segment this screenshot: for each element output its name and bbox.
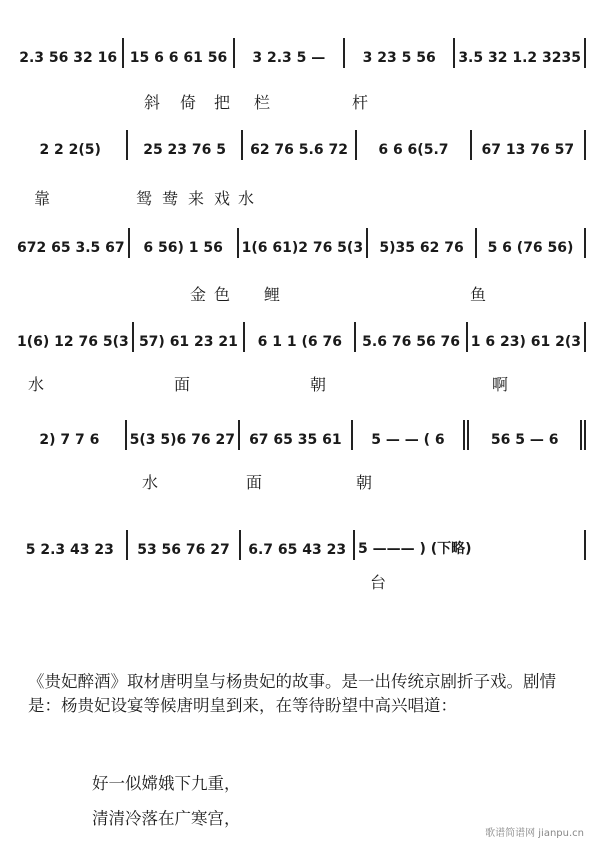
measure: 672 65 3.5 67 bbox=[14, 228, 130, 258]
lyric-char: 色 bbox=[214, 285, 231, 304]
lyric-char: 朝 bbox=[356, 473, 373, 492]
measure: 5(3 5)6 76 27 bbox=[127, 420, 240, 450]
measure: 25 23 76 5 bbox=[128, 130, 242, 160]
lyric-char: 靠 bbox=[34, 189, 51, 208]
lyric-char: 戏 bbox=[214, 189, 231, 208]
measure: 15 6 6 61 56 bbox=[124, 38, 234, 68]
measure: 6 1 1 (6 76 bbox=[245, 322, 356, 352]
lyric-line-5 bbox=[14, 470, 586, 494]
lyric-line-2 bbox=[14, 186, 586, 210]
score-line-4 bbox=[14, 322, 586, 352]
lyric-char: 杆 bbox=[352, 93, 369, 112]
measure: 3.5 32 1.2 3235 bbox=[455, 38, 586, 68]
lyric-char: 台 bbox=[370, 573, 387, 592]
measure: 5.6 76 56 76 bbox=[356, 322, 467, 352]
measure: 5 ——— ) (下略) bbox=[355, 530, 586, 560]
measure: 6 6 6(5.7 bbox=[357, 130, 471, 160]
lyric-line-4 bbox=[14, 372, 586, 396]
lyric-char: 面 bbox=[246, 473, 263, 492]
lyric-char: 面 bbox=[174, 375, 191, 394]
lyric-line-6 bbox=[14, 570, 586, 594]
lyric-char: 栏 bbox=[254, 93, 271, 112]
verse-line-1: 好一似嫦娥下九重， bbox=[92, 774, 241, 793]
measure: 5 6 (76 56) bbox=[477, 228, 586, 258]
measure: 3 23 5 56 bbox=[345, 38, 455, 68]
lyric-char: 鸳 bbox=[136, 189, 153, 208]
lyric-char: 鲤 bbox=[264, 285, 281, 304]
measure: 2.3 56 32 16 bbox=[14, 38, 124, 68]
score-line-1 bbox=[14, 38, 586, 68]
lyric-line-3 bbox=[14, 282, 586, 306]
lyric-char: 鱼 bbox=[470, 285, 487, 304]
lyric-char: 来 bbox=[188, 189, 205, 208]
lyric-char: 水 bbox=[142, 473, 159, 492]
lyric-char: 啊 bbox=[492, 375, 509, 394]
measure: 53 56 76 27 bbox=[128, 530, 242, 560]
measure: 2 2 2(5) bbox=[14, 130, 128, 160]
lyric-char: 朝 bbox=[310, 375, 327, 394]
verse-line-2: 清清冷落在广寒宫， bbox=[92, 809, 241, 828]
lyric-char: 水 bbox=[28, 375, 45, 394]
lyric-char: 把 bbox=[214, 93, 231, 112]
measure: 67 13 76 57 bbox=[472, 130, 586, 160]
lyric-line-1 bbox=[14, 90, 586, 114]
score-line-2 bbox=[14, 130, 586, 160]
measure: 1(6) 12 76 5(3 bbox=[14, 322, 134, 352]
measure: 3 2.3 5 — bbox=[235, 38, 345, 68]
score-line-3 bbox=[14, 228, 586, 258]
lyric-char: 金 bbox=[190, 285, 207, 304]
measure: 5)35 62 76 bbox=[368, 228, 477, 258]
measure: 6 56) 1 56 bbox=[130, 228, 239, 258]
measure: 67 65 35 61 bbox=[240, 420, 353, 450]
measure: 5 2.3 43 23 bbox=[14, 530, 128, 560]
site-watermark: 歌谱简谱网 jianpu.cn bbox=[485, 828, 584, 839]
measure: 57) 61 23 21 bbox=[134, 322, 245, 352]
lyric-char: 水 bbox=[238, 189, 255, 208]
measure: 5 — — ( 6 bbox=[353, 420, 470, 450]
score-line-5 bbox=[14, 420, 586, 450]
description-paragraph: 《贵妃醉酒》取材唐明皇与杨贵妃的故事。是一出传统京剧折子戏。剧情是：杨贵妃设宴等候唐明皇到来，在等待盼望中高兴唱道： bbox=[28, 672, 556, 715]
score-line-6 bbox=[14, 530, 586, 560]
lyric-char: 斜 bbox=[144, 93, 161, 112]
measure: 6.7 65 43 23 bbox=[241, 530, 355, 560]
measure: 1 6 23) 61 2(3 bbox=[468, 322, 586, 352]
lyric-char: 鸯 bbox=[162, 189, 179, 208]
measure: 56 5 — 6 bbox=[469, 420, 586, 450]
measure: 1(6 61)2 76 5(3 bbox=[239, 228, 369, 258]
measure: 2) 7 7 6 bbox=[14, 420, 127, 450]
lyric-char: 倚 bbox=[180, 93, 197, 112]
measure: 62 76 5.6 72 bbox=[243, 130, 357, 160]
